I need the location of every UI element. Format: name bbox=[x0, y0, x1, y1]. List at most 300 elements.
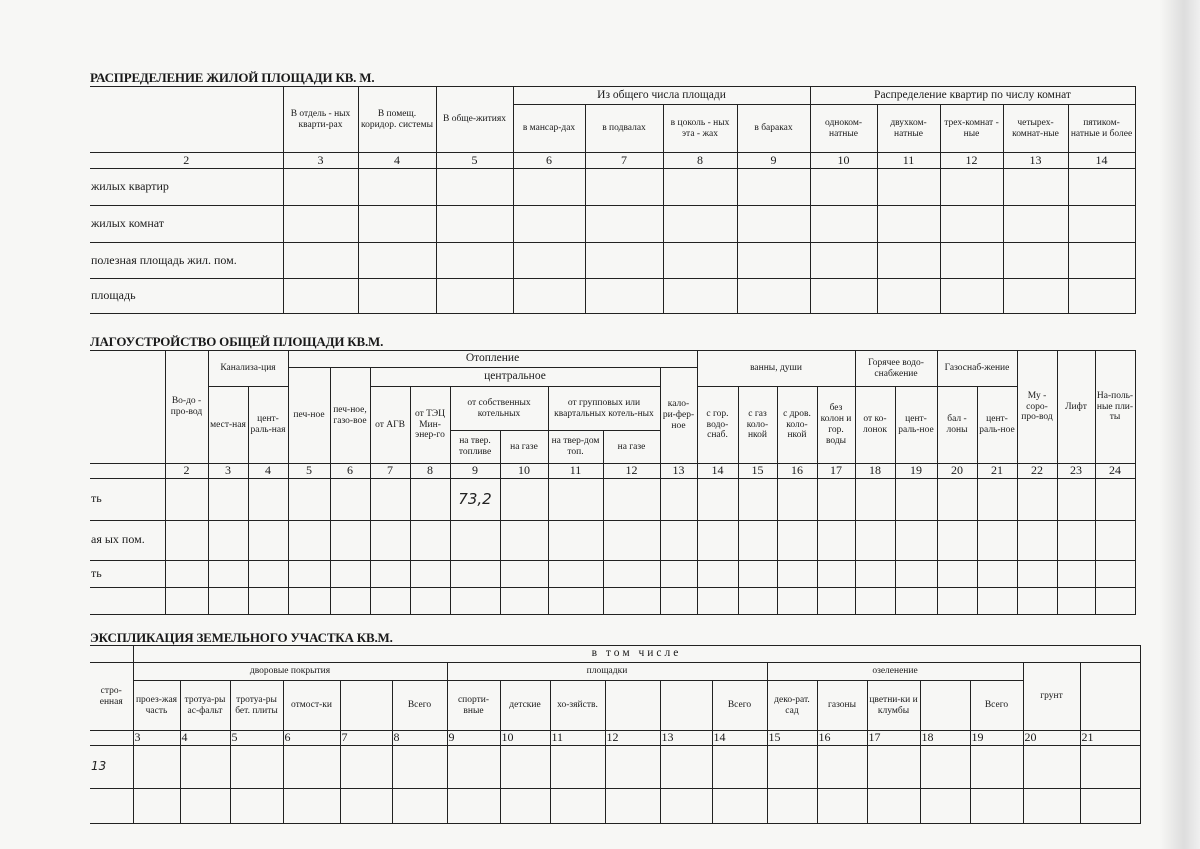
handwritten-value: 73,2 bbox=[450, 478, 500, 520]
table-cell bbox=[1017, 520, 1057, 560]
table-cell bbox=[283, 279, 358, 314]
table-cell bbox=[605, 788, 660, 823]
table-cell bbox=[712, 745, 767, 788]
table-cell bbox=[500, 587, 548, 614]
header-c21 bbox=[1080, 663, 1140, 731]
table-cell bbox=[877, 206, 940, 243]
table-cell bbox=[817, 745, 867, 788]
column-header bbox=[660, 681, 712, 731]
column-number: 13 bbox=[1003, 153, 1068, 169]
column-number: 19 bbox=[970, 731, 1023, 746]
row-label: ть bbox=[90, 560, 165, 587]
table-cell bbox=[288, 560, 330, 587]
header-g2: цент-раль-ное bbox=[895, 387, 937, 464]
table-cell bbox=[330, 478, 370, 520]
header-tv2: на твер-дом топ. bbox=[548, 431, 603, 464]
table-cell bbox=[810, 243, 877, 279]
section-title-land: ЭКСПЛИКАЦИЯ ЗЕМЕЛЬНОГО УЧАСТКА КВ.М. bbox=[90, 630, 393, 645]
table-cell bbox=[1057, 520, 1095, 560]
column-number: 12 bbox=[605, 731, 660, 746]
land-table bbox=[90, 645, 1141, 824]
column-header: отмост-ки bbox=[283, 681, 340, 731]
table-cell bbox=[1003, 169, 1068, 206]
table-cell bbox=[738, 587, 777, 614]
column-number: 3 bbox=[133, 731, 180, 746]
header-k5: пятиком-натные и более bbox=[1068, 105, 1135, 153]
table-cell bbox=[940, 279, 1003, 314]
section-title-living-area: РАСПРЕДЕЛЕНИЕ ЖИЛОЙ ПЛОЩАДИ КВ. М. bbox=[90, 70, 375, 85]
column-number-blank bbox=[90, 731, 133, 746]
table-cell bbox=[450, 520, 500, 560]
group-ozel: озеленение bbox=[767, 663, 1023, 681]
living-area-table bbox=[90, 86, 1136, 314]
table-cell bbox=[937, 587, 977, 614]
header-rasp: Распределение квартир по числу комнат bbox=[810, 87, 1135, 105]
table-cell bbox=[288, 520, 330, 560]
column-number: 7 bbox=[370, 464, 410, 479]
table-cell bbox=[548, 520, 603, 560]
table-cell bbox=[603, 587, 660, 614]
column-number: 14 bbox=[697, 464, 738, 479]
header-v1: с гор. водо-снаб. bbox=[697, 387, 738, 464]
column-number: 18 bbox=[855, 464, 895, 479]
table-cell bbox=[940, 206, 1003, 243]
table-cell bbox=[283, 243, 358, 279]
row-label: ть bbox=[90, 478, 165, 520]
table-cell bbox=[436, 279, 513, 314]
handwritten-value: 13 bbox=[90, 745, 133, 788]
table-cell bbox=[500, 788, 550, 823]
column-number: 6 bbox=[330, 464, 370, 479]
column-header bbox=[340, 681, 392, 731]
table-cell bbox=[1068, 206, 1135, 243]
table-cell bbox=[603, 520, 660, 560]
table-cell bbox=[660, 520, 697, 560]
column-number: 3 bbox=[283, 153, 358, 169]
column-header: тротуа-ры бет. плиты bbox=[230, 681, 283, 731]
table-cell bbox=[817, 560, 855, 587]
table-cell bbox=[895, 560, 937, 587]
column-number: 21 bbox=[1080, 731, 1140, 746]
table-cell bbox=[817, 587, 855, 614]
table-cell bbox=[1003, 243, 1068, 279]
table-cell bbox=[663, 243, 737, 279]
table-cell bbox=[513, 206, 585, 243]
header-g1: от ко-лонок bbox=[855, 387, 895, 464]
table-cell bbox=[895, 520, 937, 560]
header-v3: с дров. коло-нкой bbox=[777, 387, 817, 464]
header-blank bbox=[90, 351, 165, 464]
table-cell bbox=[737, 243, 810, 279]
table-cell bbox=[340, 788, 392, 823]
header-gaz: Газоснаб-жение bbox=[937, 351, 1017, 387]
header-gvs: Горячее водо-снабжение bbox=[855, 351, 937, 387]
column-number: 24 bbox=[1095, 464, 1135, 479]
table-cell bbox=[340, 745, 392, 788]
table-cell bbox=[817, 478, 855, 520]
table-cell bbox=[392, 745, 447, 788]
table-cell bbox=[585, 206, 663, 243]
header-otd: В отдель - ных кварти-рах bbox=[283, 87, 358, 153]
header-central: центральное bbox=[370, 368, 660, 387]
table-cell bbox=[937, 520, 977, 560]
table-cell bbox=[697, 587, 738, 614]
header-gs1: бал - лоны bbox=[937, 387, 977, 464]
table-cell bbox=[920, 788, 970, 823]
column-number: 16 bbox=[817, 731, 867, 746]
column-number: 3 bbox=[208, 464, 248, 479]
header-v-tom-chisle: в том числе bbox=[133, 646, 1140, 663]
table-cell bbox=[208, 587, 248, 614]
table-cell bbox=[1057, 587, 1095, 614]
table-cell bbox=[248, 478, 288, 520]
table-cell bbox=[500, 520, 548, 560]
row-label: жилых комнат bbox=[90, 206, 283, 243]
column-header: проез-жая часть bbox=[133, 681, 180, 731]
header-gs2: цент-раль-ное bbox=[977, 387, 1017, 464]
table-cell bbox=[1017, 560, 1057, 587]
table-cell bbox=[283, 206, 358, 243]
table-cell bbox=[867, 745, 920, 788]
header-tec: от ТЭЦ Мин-энер-го bbox=[410, 387, 450, 464]
table-cell bbox=[810, 169, 877, 206]
table-cell bbox=[436, 169, 513, 206]
table-cell bbox=[500, 478, 548, 520]
table-cell bbox=[817, 520, 855, 560]
table-cell bbox=[697, 560, 738, 587]
column-number: 4 bbox=[248, 464, 288, 479]
header-sobst: от собственных котельных bbox=[450, 387, 548, 431]
table-cell bbox=[737, 279, 810, 314]
table-cell bbox=[208, 520, 248, 560]
column-number: 13 bbox=[660, 731, 712, 746]
table-cell bbox=[738, 560, 777, 587]
table-cell bbox=[1003, 206, 1068, 243]
column-number: 8 bbox=[392, 731, 447, 746]
table-cell bbox=[585, 279, 663, 314]
header-kan: Канализа-ция bbox=[208, 351, 288, 387]
header-grup: от групповых или квартальных котель-ных bbox=[548, 387, 660, 431]
header-obsh: В обще-житиях bbox=[436, 87, 513, 153]
table-cell bbox=[500, 745, 550, 788]
header-c2: стро-енная bbox=[90, 663, 133, 731]
table-cell bbox=[358, 169, 436, 206]
header-k3: трех-комнат - ные bbox=[940, 105, 1003, 153]
table-cell bbox=[855, 560, 895, 587]
table-cell bbox=[283, 788, 340, 823]
table-cell bbox=[977, 587, 1017, 614]
table-cell bbox=[663, 206, 737, 243]
column-number: 15 bbox=[738, 464, 777, 479]
table-cell bbox=[940, 169, 1003, 206]
column-number: 23 bbox=[1057, 464, 1095, 479]
table-cell bbox=[855, 478, 895, 520]
header-mans: в мансар-дах bbox=[513, 105, 585, 153]
header-grunt: грунт bbox=[1023, 663, 1080, 731]
table-cell bbox=[165, 520, 208, 560]
table-cell bbox=[660, 788, 712, 823]
column-number: 14 bbox=[712, 731, 767, 746]
column-number: 5 bbox=[436, 153, 513, 169]
table-cell bbox=[877, 243, 940, 279]
table-cell bbox=[977, 478, 1017, 520]
table-cell bbox=[410, 478, 450, 520]
row-label: площадь bbox=[90, 279, 283, 314]
table-cell bbox=[810, 279, 877, 314]
column-header: детские bbox=[500, 681, 550, 731]
table-cell bbox=[283, 169, 358, 206]
table-cell bbox=[895, 478, 937, 520]
table-cell bbox=[180, 745, 230, 788]
section-title-amenities: ЛАГОУСТРОЙСТВО ОБЩЕЙ ПЛОЩАДИ КВ.М. bbox=[90, 334, 384, 349]
table-cell bbox=[513, 243, 585, 279]
column-number: 9 bbox=[450, 464, 500, 479]
header-k2: двухком-натные bbox=[877, 105, 940, 153]
table-cell bbox=[585, 169, 663, 206]
column-number: 10 bbox=[500, 731, 550, 746]
column-number: 8 bbox=[663, 153, 737, 169]
table-cell bbox=[1017, 478, 1057, 520]
header-mest: мест-ная bbox=[208, 387, 248, 464]
header-centr: цент-раль-ная bbox=[248, 387, 288, 464]
table-cell bbox=[450, 560, 500, 587]
table-cell bbox=[330, 520, 370, 560]
row-label bbox=[90, 587, 165, 614]
table-cell bbox=[447, 788, 500, 823]
column-header: газоны bbox=[817, 681, 867, 731]
column-number: 10 bbox=[810, 153, 877, 169]
table-cell bbox=[392, 788, 447, 823]
header-plit: На-поль-ные пли-ты bbox=[1095, 351, 1135, 464]
header-pechg: печ-ное, газо-вое bbox=[330, 368, 370, 464]
table-cell bbox=[370, 560, 410, 587]
table-cell bbox=[1023, 788, 1080, 823]
table-cell bbox=[855, 587, 895, 614]
table-cell bbox=[1017, 587, 1057, 614]
amenities-table bbox=[90, 350, 1136, 615]
header-bar: в бараках bbox=[737, 105, 810, 153]
column-number: 5 bbox=[230, 731, 283, 746]
table-cell bbox=[810, 206, 877, 243]
table-cell bbox=[283, 745, 340, 788]
group-dvor: дворовые покрытия bbox=[133, 663, 447, 681]
header-agv: от АГВ bbox=[370, 387, 410, 464]
column-header: спорти-вные bbox=[447, 681, 500, 731]
column-number: 6 bbox=[513, 153, 585, 169]
table-cell bbox=[603, 560, 660, 587]
table-cell bbox=[436, 243, 513, 279]
table-cell bbox=[877, 279, 940, 314]
table-cell bbox=[777, 478, 817, 520]
table-cell bbox=[358, 243, 436, 279]
table-cell bbox=[970, 788, 1023, 823]
column-number: 6 bbox=[283, 731, 340, 746]
header-v2: с газ коло-нкой bbox=[738, 387, 777, 464]
table-cell bbox=[660, 745, 712, 788]
header-vann: ванны, души bbox=[697, 351, 855, 387]
header-gaz2: на газе bbox=[603, 431, 660, 464]
table-cell bbox=[697, 478, 738, 520]
table-cell bbox=[550, 788, 605, 823]
table-cell bbox=[738, 478, 777, 520]
table-cell bbox=[663, 169, 737, 206]
table-cell bbox=[970, 745, 1023, 788]
column-number: 20 bbox=[937, 464, 977, 479]
table-cell bbox=[1057, 478, 1095, 520]
header-lift: Лифт bbox=[1057, 351, 1095, 464]
table-cell bbox=[737, 206, 810, 243]
table-cell bbox=[447, 745, 500, 788]
table-cell bbox=[513, 169, 585, 206]
table-cell bbox=[817, 788, 867, 823]
column-number: 9 bbox=[737, 153, 810, 169]
column-number: 11 bbox=[877, 153, 940, 169]
header-v4: без колон и гор. воды bbox=[817, 387, 855, 464]
column-number: 13 bbox=[660, 464, 697, 479]
table-cell bbox=[370, 478, 410, 520]
column-header bbox=[605, 681, 660, 731]
table-cell bbox=[603, 478, 660, 520]
column-number: 8 bbox=[410, 464, 450, 479]
column-number: 11 bbox=[548, 464, 603, 479]
table-cell bbox=[855, 520, 895, 560]
column-number: 14 bbox=[1068, 153, 1135, 169]
table-cell bbox=[877, 169, 940, 206]
table-cell bbox=[867, 788, 920, 823]
column-number: 2 bbox=[165, 464, 208, 479]
column-number: 20 bbox=[1023, 731, 1080, 746]
column-number: 17 bbox=[867, 731, 920, 746]
table-cell bbox=[165, 478, 208, 520]
table-cell bbox=[1068, 243, 1135, 279]
table-cell bbox=[500, 560, 548, 587]
column-number: 7 bbox=[585, 153, 663, 169]
column-header: хо-зяйств. bbox=[550, 681, 605, 731]
column-header: Всего bbox=[712, 681, 767, 731]
table-cell bbox=[1068, 169, 1135, 206]
column-header: деко-рат. сад bbox=[767, 681, 817, 731]
table-cell bbox=[1057, 560, 1095, 587]
column-header: Всего bbox=[970, 681, 1023, 731]
column-number: 11 bbox=[550, 731, 605, 746]
table-cell bbox=[358, 279, 436, 314]
table-cell bbox=[550, 745, 605, 788]
table-cell bbox=[1068, 279, 1135, 314]
table-cell bbox=[330, 560, 370, 587]
table-cell bbox=[977, 520, 1017, 560]
column-number: 12 bbox=[940, 153, 1003, 169]
table-cell bbox=[358, 206, 436, 243]
header-mus: Му - соро-про-вод bbox=[1017, 351, 1057, 464]
column-header bbox=[920, 681, 970, 731]
table-cell bbox=[330, 587, 370, 614]
column-number: 10 bbox=[500, 464, 548, 479]
column-header: цветни-ки и клумбы bbox=[867, 681, 920, 731]
table-cell bbox=[410, 560, 450, 587]
table-cell bbox=[738, 520, 777, 560]
header-kalor: кало-ри-фер-ное bbox=[660, 368, 697, 464]
table-cell bbox=[777, 560, 817, 587]
table-cell bbox=[977, 560, 1017, 587]
column-number: 4 bbox=[358, 153, 436, 169]
header-gaz1: на газе bbox=[500, 431, 548, 464]
table-cell bbox=[450, 587, 500, 614]
table-cell bbox=[513, 279, 585, 314]
table-cell bbox=[712, 788, 767, 823]
table-cell bbox=[937, 560, 977, 587]
table-cell bbox=[777, 520, 817, 560]
table-cell bbox=[660, 587, 697, 614]
column-number: 19 bbox=[895, 464, 937, 479]
table-cell bbox=[165, 587, 208, 614]
column-number: 18 bbox=[920, 731, 970, 746]
table-cell bbox=[208, 560, 248, 587]
scan-edge bbox=[1160, 0, 1200, 849]
row-label: жилых квартир bbox=[90, 169, 283, 206]
column-header: Всего bbox=[392, 681, 447, 731]
table-cell bbox=[895, 587, 937, 614]
row-label: полезная площадь жил. пом. bbox=[90, 243, 283, 279]
table-cell bbox=[410, 587, 450, 614]
column-number: 7 bbox=[340, 731, 392, 746]
header-otop: Отопление bbox=[288, 351, 697, 368]
table-cell bbox=[767, 745, 817, 788]
header-pech: печ-ное bbox=[288, 368, 330, 464]
table-cell bbox=[230, 788, 283, 823]
column-number: 9 bbox=[447, 731, 500, 746]
table-cell bbox=[1095, 587, 1135, 614]
header-k4: четырех-комнат-ные bbox=[1003, 105, 1068, 153]
table-cell bbox=[1080, 745, 1140, 788]
header-vod: Во-до - про-вод bbox=[165, 351, 208, 464]
table-cell bbox=[660, 478, 697, 520]
table-cell bbox=[248, 587, 288, 614]
table-cell bbox=[370, 520, 410, 560]
header-k1: одноком-натные bbox=[810, 105, 877, 153]
table-cell bbox=[660, 560, 697, 587]
table-cell bbox=[208, 478, 248, 520]
table-cell bbox=[248, 560, 288, 587]
group-plosh: площадки bbox=[447, 663, 767, 681]
column-number: 12 bbox=[603, 464, 660, 479]
header-blank bbox=[90, 646, 133, 663]
table-cell bbox=[180, 788, 230, 823]
table-cell bbox=[777, 587, 817, 614]
table-cell bbox=[548, 587, 603, 614]
table-cell bbox=[605, 745, 660, 788]
column-number: 22 bbox=[1017, 464, 1057, 479]
table-cell bbox=[436, 206, 513, 243]
column-number: 21 bbox=[977, 464, 1017, 479]
table-cell bbox=[548, 560, 603, 587]
table-cell bbox=[165, 560, 208, 587]
column-number: 4 bbox=[180, 731, 230, 746]
table-cell bbox=[548, 478, 603, 520]
column-header: тротуа-ры ас-фальт bbox=[180, 681, 230, 731]
table-cell bbox=[920, 745, 970, 788]
table-cell bbox=[737, 169, 810, 206]
column-number: 17 bbox=[817, 464, 855, 479]
column-number: 16 bbox=[777, 464, 817, 479]
table-cell bbox=[370, 587, 410, 614]
table-cell bbox=[288, 587, 330, 614]
table-cell bbox=[663, 279, 737, 314]
header-podv: в подвалах bbox=[585, 105, 663, 153]
column-number: 5 bbox=[288, 464, 330, 479]
table-cell bbox=[410, 520, 450, 560]
table-cell bbox=[133, 788, 180, 823]
column-number-blank bbox=[90, 464, 165, 479]
